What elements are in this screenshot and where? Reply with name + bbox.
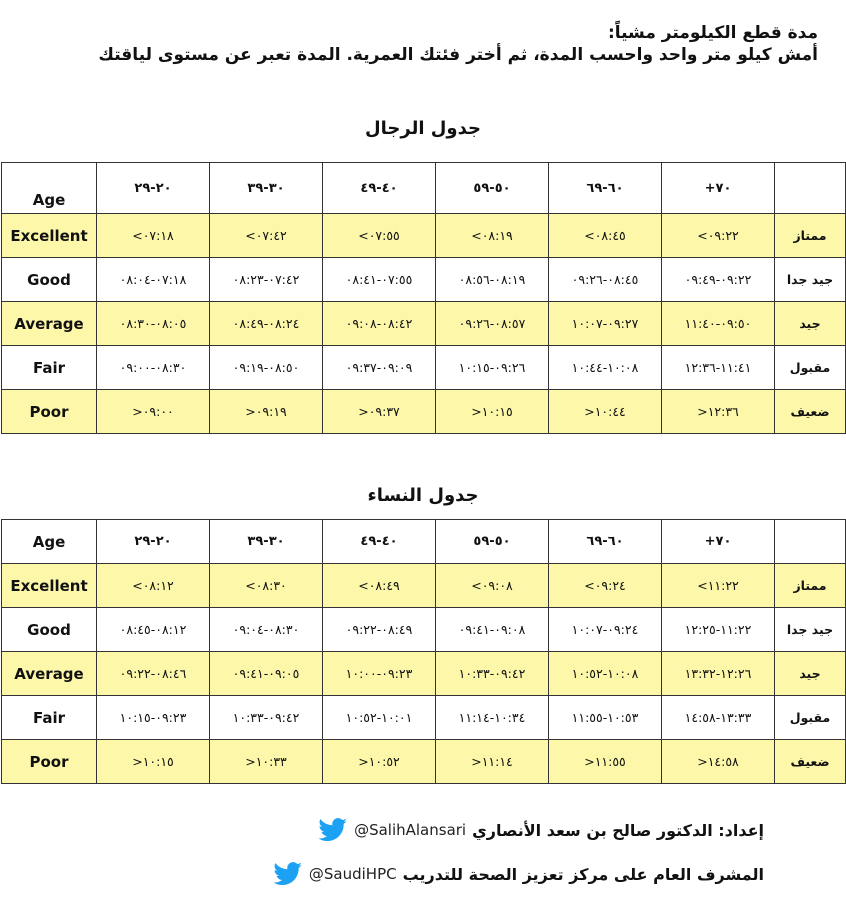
fitness-level-arabic: ضعيف (775, 740, 846, 784)
time-cell: <٠٨:٤٩ (323, 564, 436, 608)
time-cell: <٠٨:٤٥ (549, 214, 662, 258)
age-group-header: ٥٠-٥٩ (436, 520, 549, 564)
table-row (2, 564, 846, 608)
time-cell: ٠٩:٤٢-١٠:٣٣ (210, 696, 323, 740)
fitness-level-arabic: ضعيف (775, 390, 846, 434)
time-cell: ٠٩:٠٩-٠٩:٣٧ (323, 346, 436, 390)
table-row (2, 740, 846, 784)
age-header: Age (2, 520, 97, 564)
time-cell: ١١:٢٢-١٢:٢٥ (662, 608, 775, 652)
time-cell: ١٠:٣٤-١١:١٤ (436, 696, 549, 740)
table-header-row (2, 163, 846, 214)
time-cell: >١٤:٥٨ (662, 740, 775, 784)
fitness-level-arabic: جيد (775, 302, 846, 346)
time-cell: <٠٩:٢٢ (662, 214, 775, 258)
time-cell: ٠٨:٥٠-٠٩:١٩ (210, 346, 323, 390)
age-header: Age (2, 163, 97, 214)
fitness-level-label: Average (2, 302, 97, 346)
time-cell: ٠٩:٥٠-١١:٤٠ (662, 302, 775, 346)
time-cell: ٠٩:٤٢-١٠:٣٣ (436, 652, 549, 696)
fitness-level-arabic: ممتاز (775, 564, 846, 608)
intro-text (18, 22, 818, 66)
fitness-level-arabic: مقبول (775, 696, 846, 740)
men-table-title: جدول الرجال (365, 118, 481, 139)
age-group-header: ٤٠-٤٩ (323, 163, 436, 214)
fitness-level-arabic: مقبول (775, 346, 846, 390)
time-cell: ١٠:٠٨-١٠:٤٤ (549, 346, 662, 390)
time-cell: >١٠:٤٤ (549, 390, 662, 434)
organization-credit-text: المشرف العام على مركز تعزيز الصحة للتدريب (402, 864, 764, 884)
time-cell: <٠٨:٣٠ (210, 564, 323, 608)
women-pace-table (1, 519, 846, 784)
table-header-row (2, 520, 846, 564)
author-twitter-handle[interactable]: @SalihAlansari (354, 821, 467, 839)
time-cell: ٠٩:٢٣-١٠:١٥ (97, 696, 210, 740)
age-group-header: ٦٠-٦٩ (549, 163, 662, 214)
time-cell: ٠٧:١٨-٠٨:٠٤ (97, 258, 210, 302)
table-row (2, 302, 846, 346)
organization-credit (273, 862, 764, 886)
age-group-header: ٥٠-٥٩ (436, 163, 549, 214)
time-cell: <٠٩:٢٤ (549, 564, 662, 608)
twitter-icon (318, 818, 348, 842)
time-cell: >٠٩:١٩ (210, 390, 323, 434)
time-cell: ٠٨:٥٧-٠٩:٢٦ (436, 302, 549, 346)
fitness-level-label: Poor (2, 390, 97, 434)
table-row (2, 652, 846, 696)
fitness-level-label: Average (2, 652, 97, 696)
fitness-level-arabic: جيد جدا (775, 258, 846, 302)
table-row (2, 390, 846, 434)
time-cell: ٠٨:١٢-٠٨:٤٥ (97, 608, 210, 652)
time-cell: ٠٩:٢٦-١٠:١٥ (436, 346, 549, 390)
time-cell: <٠٧:١٨ (97, 214, 210, 258)
age-group-header: +٧٠ (662, 520, 775, 564)
fitness-level-label: Excellent (2, 564, 97, 608)
time-cell: <٠٧:٥٥ (323, 214, 436, 258)
time-cell: ٠٩:٠٨-٠٩:٤١ (436, 608, 549, 652)
time-cell: ١٢:٢٦-١٣:٣٢ (662, 652, 775, 696)
time-cell: >١٠:١٥ (436, 390, 549, 434)
time-cell: ٠٨:٤٩-٠٩:٢٢ (323, 608, 436, 652)
fitness-level-label: Good (2, 258, 97, 302)
organization-twitter-handle[interactable]: @SaudiHPC (308, 865, 397, 883)
time-cell: ٠٩:٢٢-٠٩:٤٩ (662, 258, 775, 302)
time-cell: >٠٩:٠٠ (97, 390, 210, 434)
intro-line-2: أمش كيلو متر واحد واحسب المدة، ثم أختر فئتك العمرية. المدة تعبر عن مستوى لياقتك (98, 45, 818, 65)
time-cell: ٠٨:٣٠-٠٩:٠٠ (97, 346, 210, 390)
time-cell: ٠٨:١٩-٠٨:٥٦ (436, 258, 549, 302)
time-cell: ٠٨:٠٥-٠٨:٣٠ (97, 302, 210, 346)
time-cell: ٠٧:٥٥-٠٨:٤١ (323, 258, 436, 302)
author-credit (318, 818, 764, 842)
time-cell: ٠٨:٤٥-٠٩:٢٦ (549, 258, 662, 302)
fitness-level-label: Excellent (2, 214, 97, 258)
time-cell: <١١:٢٢ (662, 564, 775, 608)
table-row (2, 214, 846, 258)
fitness-level-arabic: جيد جدا (775, 608, 846, 652)
intro-line-1: مدة قطع الكيلومتر مشياً: (607, 23, 818, 43)
fitness-level-arabic: ممتاز (775, 214, 846, 258)
fitness-level-arabic: جيد (775, 652, 846, 696)
time-cell: ٠٩:٢٤-١٠:٠٧ (549, 608, 662, 652)
fitness-level-label: Fair (2, 696, 97, 740)
age-group-header: +٧٠ (662, 163, 775, 214)
women-table-title: جدول النساء (367, 485, 479, 506)
time-cell: ٠٧:٤٢-٠٨:٢٣ (210, 258, 323, 302)
time-cell: >١٠:٣٣ (210, 740, 323, 784)
time-cell: ٠٨:٤٢-٠٩:٠٨ (323, 302, 436, 346)
time-cell: ١٠:٠١-١٠:٥٢ (323, 696, 436, 740)
table-row (2, 608, 846, 652)
time-cell: <٠٨:١٢ (97, 564, 210, 608)
fitness-level-label: Good (2, 608, 97, 652)
time-cell: >١١:١٤ (436, 740, 549, 784)
time-cell: ١١:٤١-١٢:٣٦ (662, 346, 775, 390)
men-pace-table (1, 162, 846, 434)
time-cell: >١١:٥٥ (549, 740, 662, 784)
age-group-header: ٣٠-٣٩ (210, 520, 323, 564)
time-cell: >٠٩:٣٧ (323, 390, 436, 434)
age-group-header: ٤٠-٤٩ (323, 520, 436, 564)
time-cell: <٠٩:٠٨ (436, 564, 549, 608)
time-cell: ٠٩:٢٧-١٠:٠٧ (549, 302, 662, 346)
time-cell: ٠٨:٤٦-٠٩:٢٢ (97, 652, 210, 696)
table-row (2, 696, 846, 740)
table-row (2, 258, 846, 302)
author-credit-text: إعداد: الدكتور صالح بن سعد الأنصاري (472, 820, 764, 840)
time-cell: ٠٨:٢٤-٠٨:٤٩ (210, 302, 323, 346)
time-cell: <٠٨:١٩ (436, 214, 549, 258)
age-group-header: ٢٠-٢٩ (97, 163, 210, 214)
time-cell: ٠٩:٢٣-١٠:٠٠ (323, 652, 436, 696)
time-cell: <٠٧:٤٢ (210, 214, 323, 258)
time-cell: ١٠:٠٨-١٠:٥٢ (549, 652, 662, 696)
twitter-icon (273, 862, 303, 886)
time-cell: ١٣:٣٣-١٤:٥٨ (662, 696, 775, 740)
time-cell: >١٢:٣٦ (662, 390, 775, 434)
time-cell: >١٠:١٥ (97, 740, 210, 784)
fitness-level-label: Poor (2, 740, 97, 784)
age-group-header: ٢٠-٢٩ (97, 520, 210, 564)
time-cell: ٠٩:٠٥-٠٩:٤١ (210, 652, 323, 696)
arabic-header-empty (775, 520, 846, 564)
age-group-header: ٣٠-٣٩ (210, 163, 323, 214)
fitness-level-label: Fair (2, 346, 97, 390)
time-cell: ١٠:٥٣-١١:٥٥ (549, 696, 662, 740)
age-group-header: ٦٠-٦٩ (549, 520, 662, 564)
table-row (2, 346, 846, 390)
time-cell: >١٠:٥٢ (323, 740, 436, 784)
time-cell: ٠٨:٣٠-٠٩:٠٤ (210, 608, 323, 652)
arabic-header-empty (775, 163, 846, 214)
